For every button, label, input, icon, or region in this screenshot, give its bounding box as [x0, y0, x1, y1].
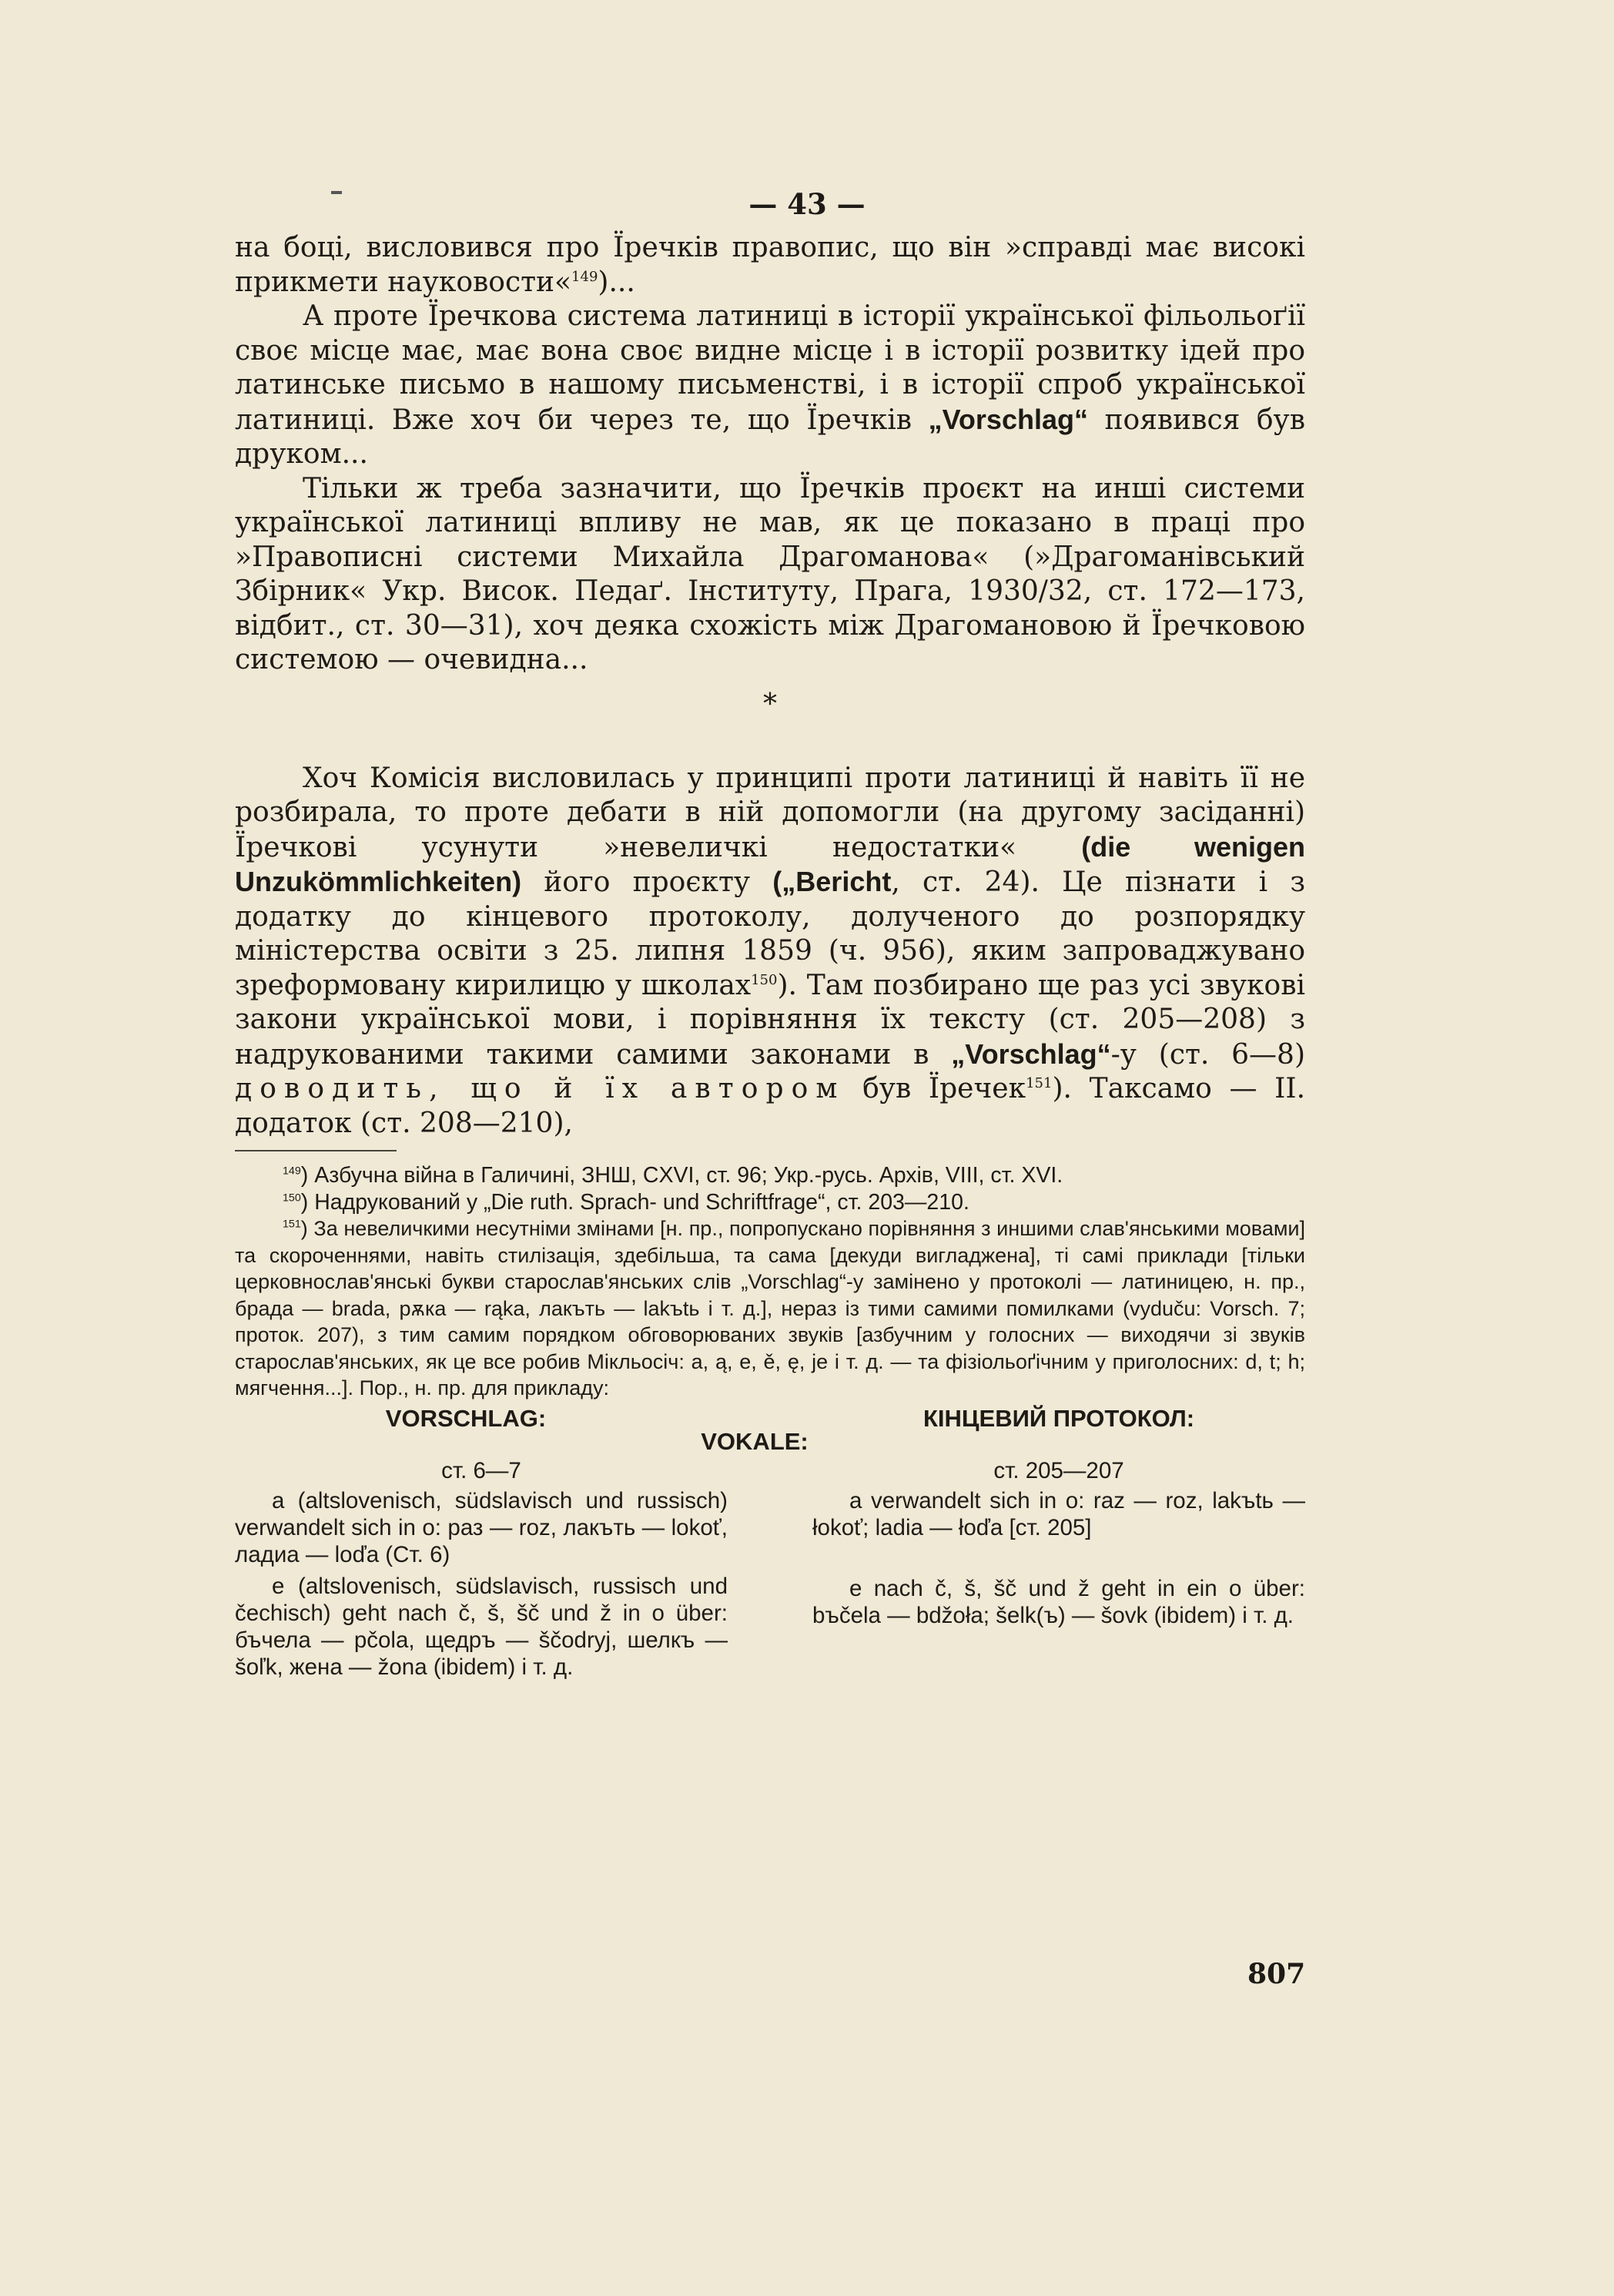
paragraph-3: Тільки ж треба зазначити, що Їречків проєкт на инші системи української латиниці впливу не мав, як це показано в праці про »Правописні системи Михайла Драгоманова« (»Драгоманівський Збірник« Укр. Висок. Педаґ. Інституту, Прага, 1930/32, ст. 172—173, відбит., ст. 30—31), хоч деяка схожість між Драгомановою й Їречковою системою — очевидна... — [235, 472, 1305, 675]
page-number: — 43 — — [748, 187, 866, 221]
comparison-columns — [235, 1457, 1305, 1685]
footnote-149: $^{149}$) Азбучна війна в Галичині, ЗНШ, CXVI, ст. 96; Укр.-русь. Архів, VIII, ст. XVI. — [283, 1163, 1063, 1188]
paragraph-1: на боці, висловився про Їречків правопис, що він »справді має високі прикмети науковости«$^{149}$)... — [235, 232, 1305, 298]
main-text — [235, 231, 1305, 1685]
left-paragraph-1: a (altslovenisch, südslavisch und russisch) verwandelt sich in o: раз — roz, лакъть — lokoť, ладиа — loďa (Ст. 6) — [235, 1487, 728, 1567]
left-column — [235, 1457, 728, 1685]
left-column-heading: VORSCHLAG: — [385, 1404, 547, 1432]
vokale-heading: VOKALE: — [701, 1427, 809, 1455]
section-separator: * — [763, 688, 777, 720]
paragraph-2: А проте Їречкова система латиниці в історії української фільольоґії своє місце має, має вона своє видне місце і в історії розвитку ідей про латинське письмо в нашому письменстві, і в історії спроб української латиниці. Вже хоч би через те, що Їречків „Vorschlag“ появився був друком... — [235, 300, 1305, 470]
right-paragraph-1: a verwandelt sich in o: raz — roz, lakъtь — łokoť; ladia — łoďa [ст. 205] — [812, 1487, 1305, 1540]
signature-number: 807 — [1247, 1958, 1306, 1990]
right-paragraph-2: e nach č, š, šč und ž geht in ein o über: bъčela — bdžoła; šelk(ъ) — šovk (ibidem) і т. д. — [812, 1575, 1305, 1628]
footnote-rule — [235, 1150, 397, 1151]
left-paragraph-2: e (altslovenisch, südslavisch, russisch und čechisch) geht nach č, š, šč und ž in o über: бъчела — pčola, щедръ — ščodryj, шелкъ — šoľk, жена — žona (ibidem) і т. д. — [235, 1573, 728, 1680]
footnote-151: $^{151}$) За невеличкими несутніми змінами [н. пр., попропускано порівняння з иншими слав'янськими мовами] та скороченнями, навіть стилізація, здебільша, та сама [декуди вигладжена], ті самі приклади [тільки церковнослав'янські букви старослав'янських слів „Vorschlag“-у замінено у протоколі — латиницею, н. пр., брада — brada, рѫка — rąka, лакъть — lakъtь і т. д.], нераз із тими самими помилками (vyduču: Vorsch. 7; проток. 207), з тим самим порядком обговорюваних звуків [азбучним у голосних — виходячи зі звуків старослав'янських, як це все робив Мікльосіч: a, ą, e, ě, ę, je і т. д. — та фізіольоґічним у приголосних: d, t; h; мягчення...]. Пор., н. пр. для прикладу: — [235, 1217, 1305, 1399]
right-pages: ст. 205—207 — [993, 1457, 1124, 1483]
right-column — [812, 1457, 1305, 1685]
left-pages: ст. 6—7 — [441, 1457, 521, 1483]
footnote-150: $^{150}$) Надрукований у „Die ruth. Sprach- und Schriftfrage“, ст. 203—210. — [283, 1189, 969, 1215]
paragraph-4: Хоч Комісія висловилась у принципі проти латиниці й навіть її не розбирала, то проте дебати в ній допомогли (на другому засіданні) Їречкові усунути »невеличкі недостатки« (die wenigen Unzukömmlichkeiten) його проєкту („Bericht, ст. 24). Це пізнати і з додатку до кінцевого протоколу, долученого до розпорядку міністерства освіти з 25. липня 1859 (ч. 956), яким запроваджувано зреформовану кирилицю у школах$^{150}$). Там позбирано ще раз усі звукові закони української мови, і порівняння їх тексту (ст. 205—208) з надрукованими такими самими законами в „Vorschlag“-у (ст. 6—8) доводить, що й їх автором був Їречек$^{151}$). Таксамо — II. додаток (ст. 208—210), — [235, 762, 1306, 1139]
right-column-heading: КІНЦЕВИЙ ПРОТОКОЛ: — [923, 1404, 1195, 1432]
